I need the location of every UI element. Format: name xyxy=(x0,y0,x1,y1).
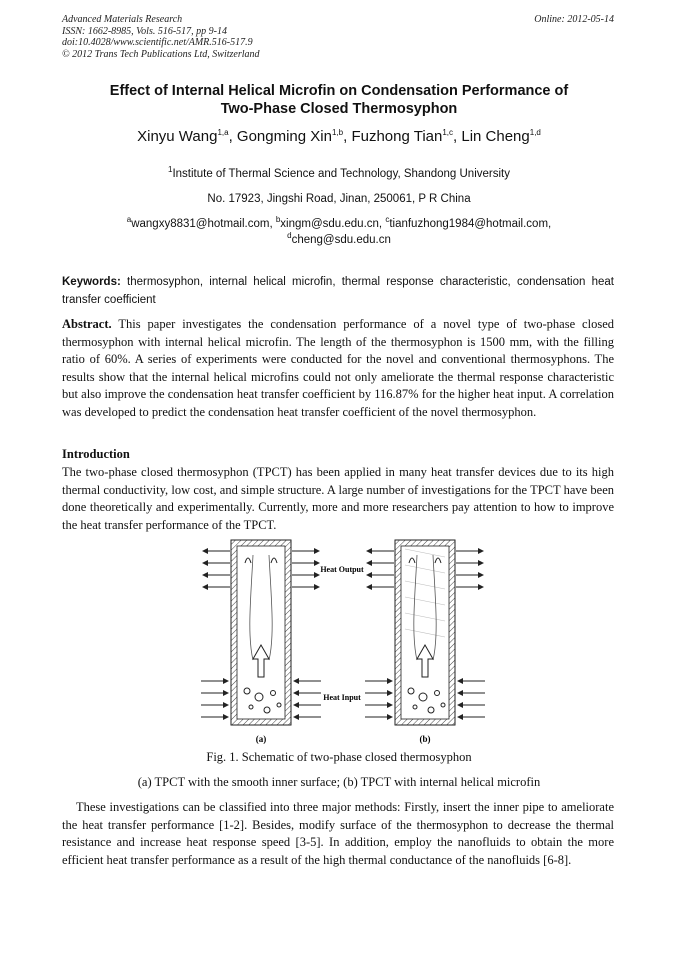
author: Fuzhong Tian$^{1,c}$, xyxy=(351,128,462,145)
tube-b xyxy=(395,540,455,725)
label-b: (b) xyxy=(419,734,431,744)
label-heat-output: Heat Output xyxy=(320,565,364,574)
intro-paragraph-1: The two-phase closed thermosyphon (TPCT) has been applied in many heat transfer devices due to its high thermal conductivity, low cost, and simple structure. A large number of investigations for the TPCT have been done theoretically and experimentally. Currently, more and more researchers pay attention to how to improve the heat transfer performance of the TPCT. xyxy=(62,465,614,532)
doi-line[interactable]: doi:10.4028/www.scientific.net/AMR.516-517.9 xyxy=(62,37,253,48)
title-line-1: Effect of Internal Helical Microfin on Condensation Performance of xyxy=(109,83,569,99)
keywords xyxy=(62,273,614,309)
affiliation-emails: $^a$wangxy8831@hotmail.com, $^b$xingm@sdu.edu.cn, $^c$tianfuzhong1984@hotmail.com, $^d$cheng@sdu.edu.cn xyxy=(126,215,552,246)
abstract-label: Abstract. xyxy=(62,317,112,331)
keywords-label: Keywords: xyxy=(62,276,121,288)
abstract xyxy=(62,316,614,422)
copyright-line: © 2012 Trans Tech Publications Ltd, Switzerland xyxy=(62,48,260,60)
abstract-text: This paper investigates the condensation performance of a novel type of two-phase closed thermosyphon with internal helical microfin. The length of the thermosyphon is 1500 mm, with the filling ratio of 60%. A series of experiments were conducted for the novel and conventional thermosyphons. The results show that the internal helical microfins could not only ameliorate the thermal response characteristic but also improve the condensation heat transfer coefficient by 116.87% for the higher heat input. A correlation was developed to predict the condensation heat transfer coefficient of the novel thermosyphon. xyxy=(62,317,614,419)
email-link[interactable]: xingm@sdu.edu.cn, xyxy=(280,218,386,230)
label-heat-input: Heat Input xyxy=(323,693,361,702)
issn-line: ISSN: 1662-8985, Vols. 516-517, pp 9-14 xyxy=(62,25,227,37)
author: Lin Cheng$^{1,d}$ xyxy=(461,128,541,145)
figure-caption: Fig. 1. Schematic of two-phase closed thermosyphon xyxy=(206,750,472,764)
title-line-2: Two-Phase Closed Thermosyphon xyxy=(220,101,458,117)
tube-a xyxy=(231,540,291,725)
figure-thermosyphon-schematic xyxy=(195,535,485,750)
author: Xinyu Wang$^{1,a}$, xyxy=(137,128,237,145)
affiliation-institute: $^1$Institute of Thermal Science and Technology, Shandong University xyxy=(168,165,510,180)
email-link[interactable]: tianfuzhong1984@hotmail.com, xyxy=(389,218,552,230)
author-list xyxy=(40,128,638,145)
email-link[interactable]: wangxy8831@hotmail.com, xyxy=(131,218,276,230)
author: Gongming Xin$^{1,b}$, xyxy=(236,128,352,145)
online-date: Online: 2012-05-14 xyxy=(534,14,614,25)
affiliation-address: No. 17923, Jingshi Road, Jinan, 250061, P R China xyxy=(207,193,471,205)
keywords-text: thermosyphon, internal helical microfin, thermal response characteristic, condensation heat transfer coefficient xyxy=(62,276,614,306)
paper-title xyxy=(40,82,638,118)
label-a: (a) xyxy=(255,734,267,744)
figure-subcaption: (a) TPCT with the smooth inner surface; (b) TPCT with internal helical microfin xyxy=(137,775,541,789)
intro-paragraph-2: These investigations can be classified into three major methods: Firstly, insert the inner pipe to ameliorate the heat transfer performance [1-2]. Besides, modify surface of the thermosyphon to decrease the thermal resistance and increase heat response speed [3-5]. In addition, employ the nanofluids to obtain the more efficient heat transfer performance as a result of the high thermal conductance of the nanofluids [6-8]. xyxy=(62,800,614,867)
section-heading-introduction: Introduction xyxy=(62,447,130,461)
journal-name: Advanced Materials Research xyxy=(62,14,183,25)
journal-header xyxy=(62,14,260,60)
email-link[interactable]: cheng@sdu.edu.cn xyxy=(291,234,391,246)
